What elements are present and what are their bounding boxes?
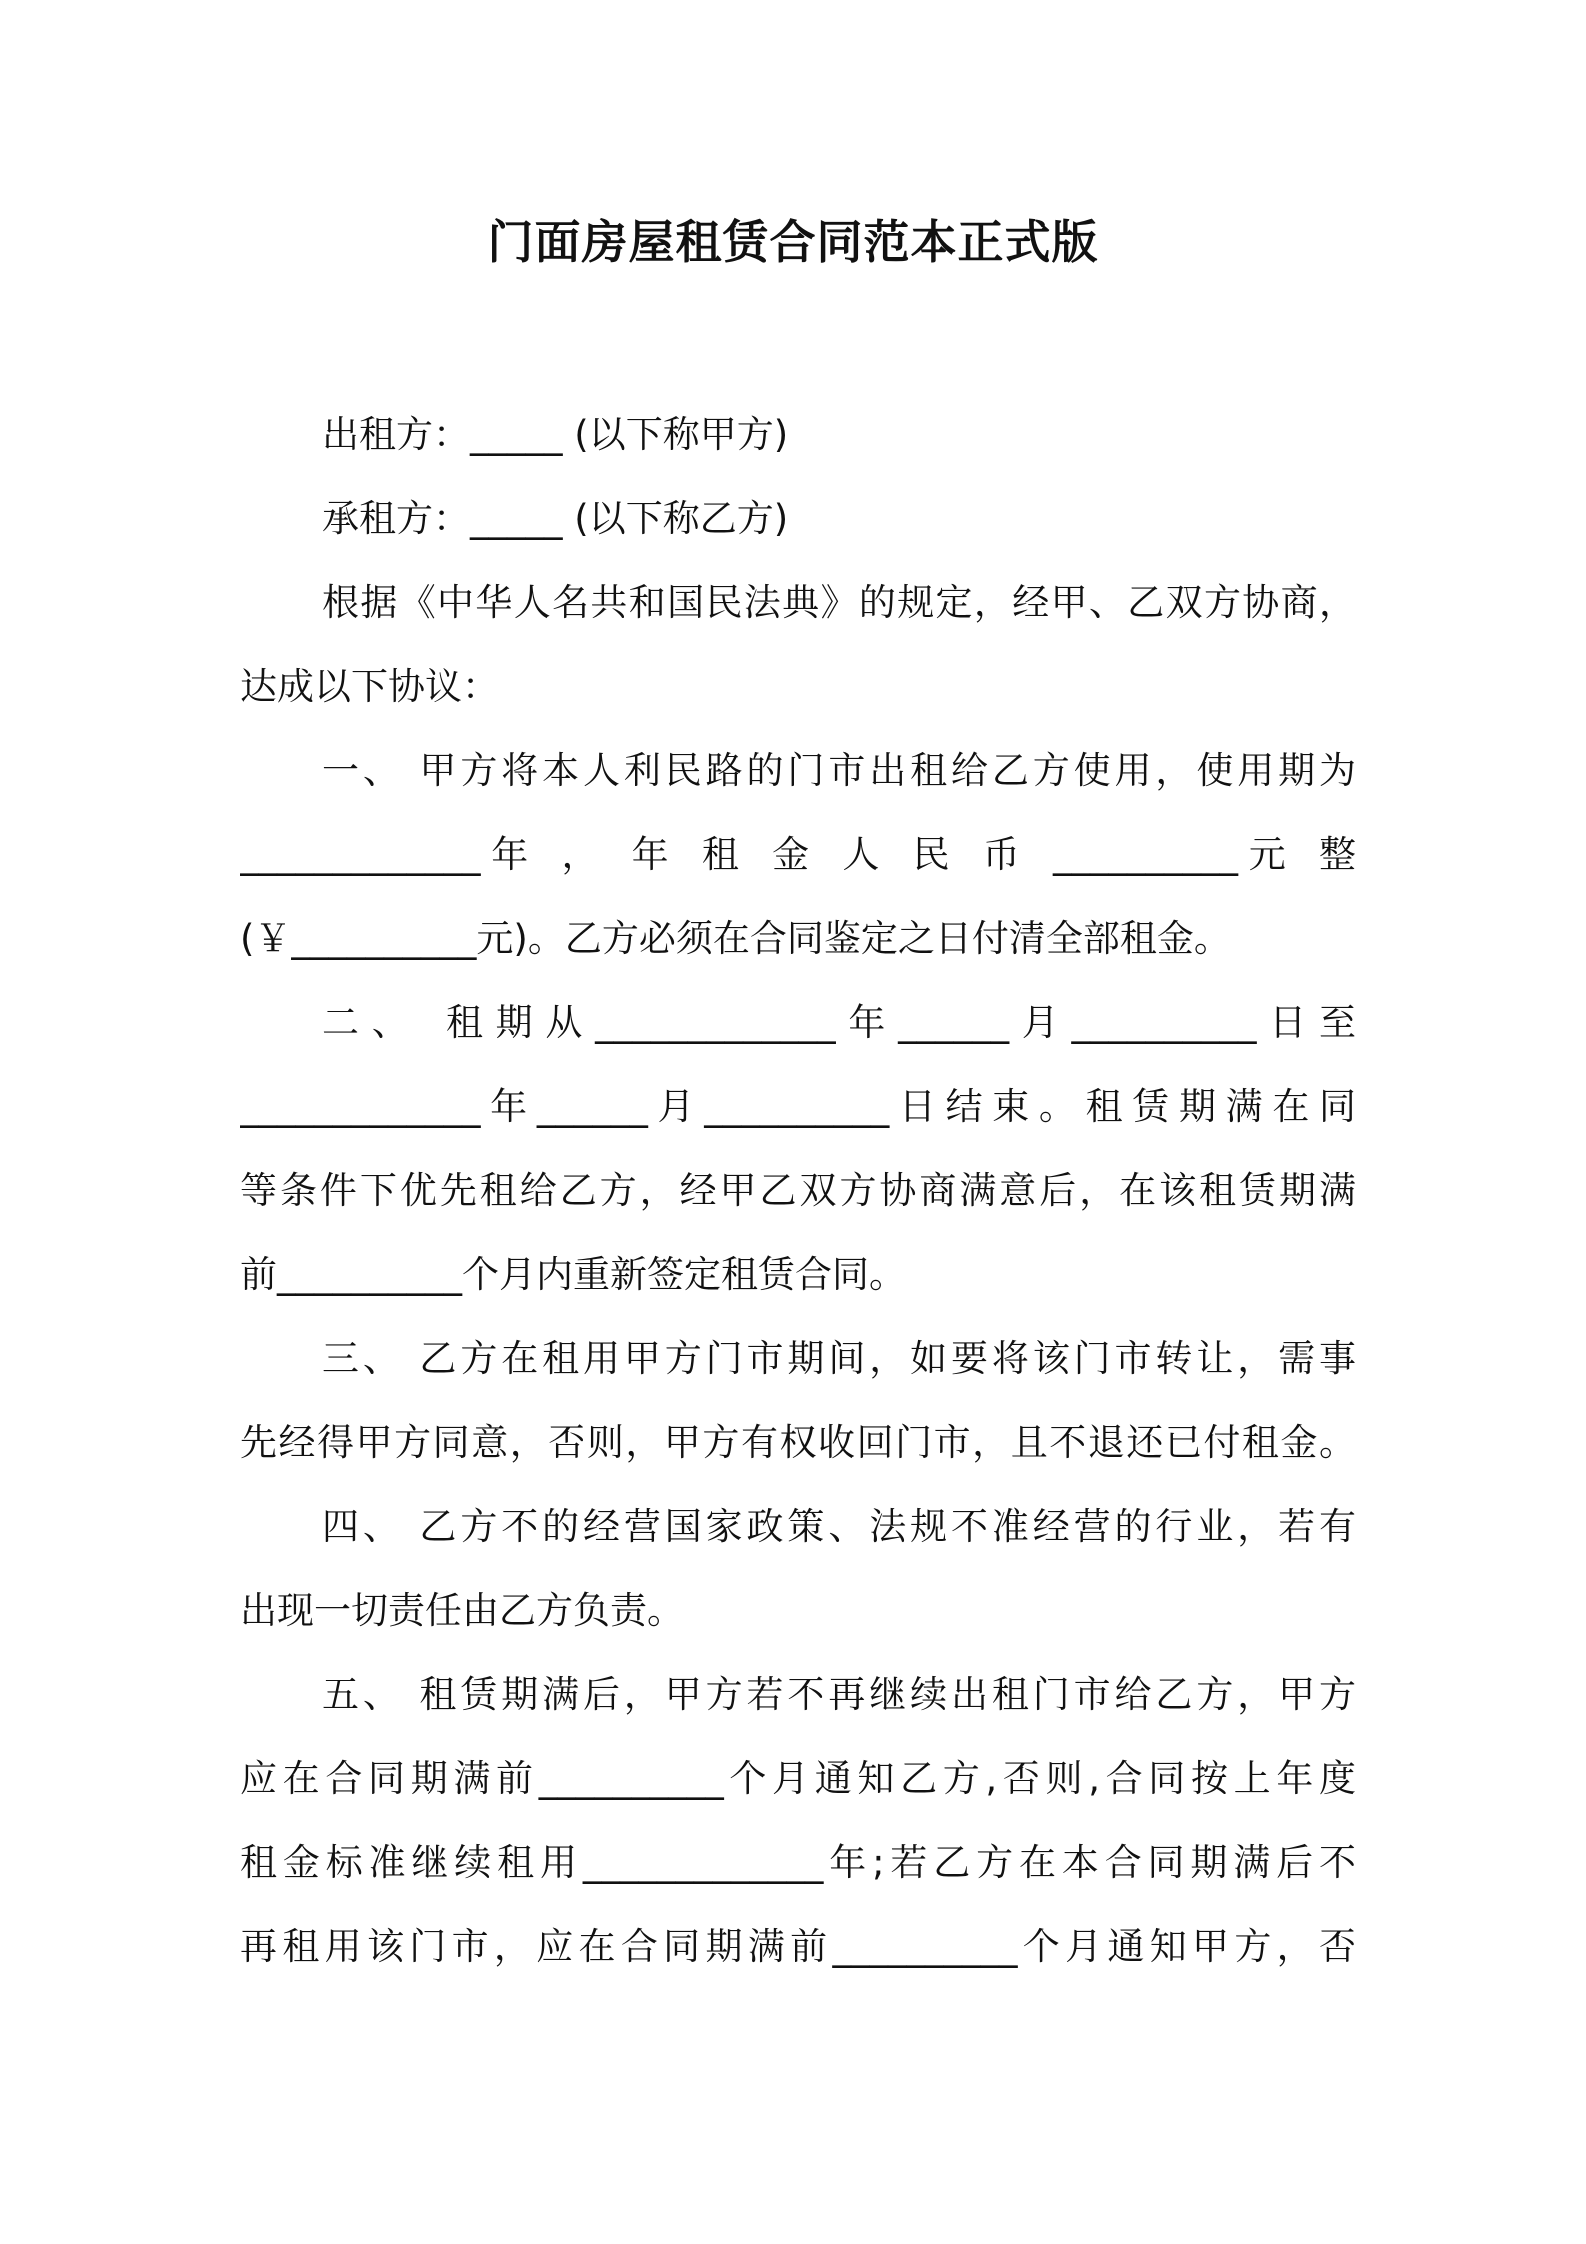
clause-5-line-1: 五、 租赁期满后，甲方若不再继续出租门市给乙方，甲方 — [322, 1673, 1356, 1716]
clause-4-line-1: 四、 乙方不的经营国家政策、法规不准经营的行业，若有 — [322, 1505, 1356, 1548]
clause-1-line-1: 一、 甲方将本人利民路的门市出租给乙方使用，使用期为 — [322, 749, 1356, 792]
clause-2-line-1: 二、 租期从_____________年______月__________日至 — [322, 1001, 1356, 1044]
clause-1-line-3: (￥__________元)。乙方必须在合同鉴定之日付清全部租金。 — [240, 917, 1231, 960]
lessor-line: 出租方：_____ (以下称甲方) — [322, 413, 789, 456]
clause-2-line-4: 前__________个月内重新签定租赁合同。 — [240, 1253, 906, 1296]
clause-2-line-2: _____________年______月__________日结束。租赁期满在同 — [240, 1085, 1356, 1128]
clause-3-line-1: 三、 乙方在租用甲方门市期间，如要将该门市转让，需事 — [322, 1337, 1356, 1380]
clause-5-line-4: 再租用该门市，应在合同期满前__________个月通知甲方，否 — [240, 1925, 1356, 1968]
preamble-line-2: 达成以下协议： — [240, 665, 499, 708]
clause-5-line-3: 租金标准继续租用_____________年;若乙方在本合同期满后不 — [240, 1841, 1356, 1884]
clause-5-line-2: 应在合同期满前__________个月通知乙方,否则,合同按上年度 — [240, 1757, 1356, 1800]
lessee-line: 承租方：_____ (以下称乙方) — [322, 497, 789, 540]
clause-3-line-2: 先经得甲方同意，否则，甲方有权收回门市，且不退还已付租金。 — [240, 1421, 1356, 1464]
preamble-line-1: 根据《中华人名共和国民法典》的规定，经甲、乙双方协商， — [322, 581, 1356, 624]
document-title: 门面房屋租赁合同范本正式版 — [487, 215, 1099, 269]
clause-4-line-2: 出现一切责任由乙方负责。 — [240, 1589, 684, 1632]
clause-2-line-3: 等条件下优先租给乙方，经甲乙双方协商满意后，在该租赁期满 — [240, 1169, 1356, 1212]
clause-1-line-2: _____________年 ， 年 租 金 人 民 币 __________元 整 — [240, 833, 1356, 876]
